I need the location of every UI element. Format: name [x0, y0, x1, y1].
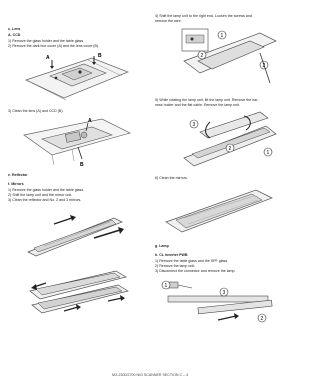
- page-footer: MX-2300/2700 N/G SCANNER SECTION C – 4: [111, 373, 189, 377]
- figure-lens-ccd: [22, 115, 132, 170]
- fig-r3-label-1: 1: [164, 283, 168, 289]
- subsection-heading-mirrors: f. Mirrors: [8, 182, 24, 186]
- subsection-heading-cl-inverter: h. CL inverter PWB: [155, 253, 188, 257]
- fig-r1-label-2a: 2: [200, 53, 204, 59]
- section-heading-reflector: e. Reflector: [8, 173, 28, 177]
- fig-r3-label-2: 2: [260, 316, 264, 322]
- fig-r1-label-1: 1: [220, 33, 224, 39]
- step-5-line2: ness holder and the flat cable. Remove the lamp unit.: [155, 103, 240, 107]
- step-h1: 1) Remove the table glass and the SPF glass.: [155, 259, 229, 263]
- step-a2: 2) Remove the dark box cover (A) and the lens cover (B).: [8, 44, 100, 48]
- step-h2: 2) Remove the lamp unit.: [155, 264, 196, 268]
- section-heading-lamp: g. Lamp: [155, 244, 169, 248]
- step-6: 6) Clean the mirrors.: [155, 176, 188, 180]
- section-heading-lens: c. Lens: [8, 27, 21, 31]
- figure-mirror-unit: [24, 265, 136, 317]
- step-5-line1: 5) While rotating the lamp unit, lift the lamp unit. Remove the har-: [155, 98, 259, 102]
- step-a1: 1) Remove the glass holder and the table glass.: [8, 39, 85, 43]
- figure-lamp-unit-removal: [180, 108, 280, 173]
- figure-clean-mirrors: [160, 182, 280, 240]
- fig-r3-label-3: 3: [222, 290, 226, 296]
- fig2-label-a: A: [88, 118, 92, 124]
- fig1-label-b: B: [98, 53, 102, 59]
- figure-wire-screws: [180, 25, 280, 95]
- fig-r2-label-3: 3: [192, 122, 196, 128]
- step-f2: 2) Shift the lamp unit and the mirror unit.: [8, 193, 73, 197]
- figure-lamp-connector: [158, 274, 282, 330]
- step-f1: 1) Remove the glass holder and the table glass.: [8, 188, 85, 192]
- step-h3: 3) Disconnect the connector and remove the lamp.: [155, 269, 236, 273]
- step-f3: 3) Clean the reflector and No. 2 and 3 mirrors.: [8, 198, 82, 202]
- fig-r1-label-2b: 2: [262, 63, 266, 69]
- fig1-label-a: A: [46, 55, 50, 61]
- step-4-line2: remove the wire.: [155, 19, 182, 23]
- fig-r2-label-2: 2: [228, 146, 232, 152]
- figure-dark-box-cover: [22, 50, 132, 105]
- figure-lamp-unit-shift: [24, 208, 136, 260]
- step-4-line1: 4) Shift the lamp unit to the right end. Loosen the screws and: [155, 14, 252, 18]
- step-a3: 3) Clean the lens (A) and CCD (B).: [8, 109, 64, 113]
- subsection-heading-ccd: A. CCD: [8, 33, 21, 37]
- fig2-label-b: B: [80, 162, 84, 168]
- fig-r2-label-1: 1: [266, 150, 270, 156]
